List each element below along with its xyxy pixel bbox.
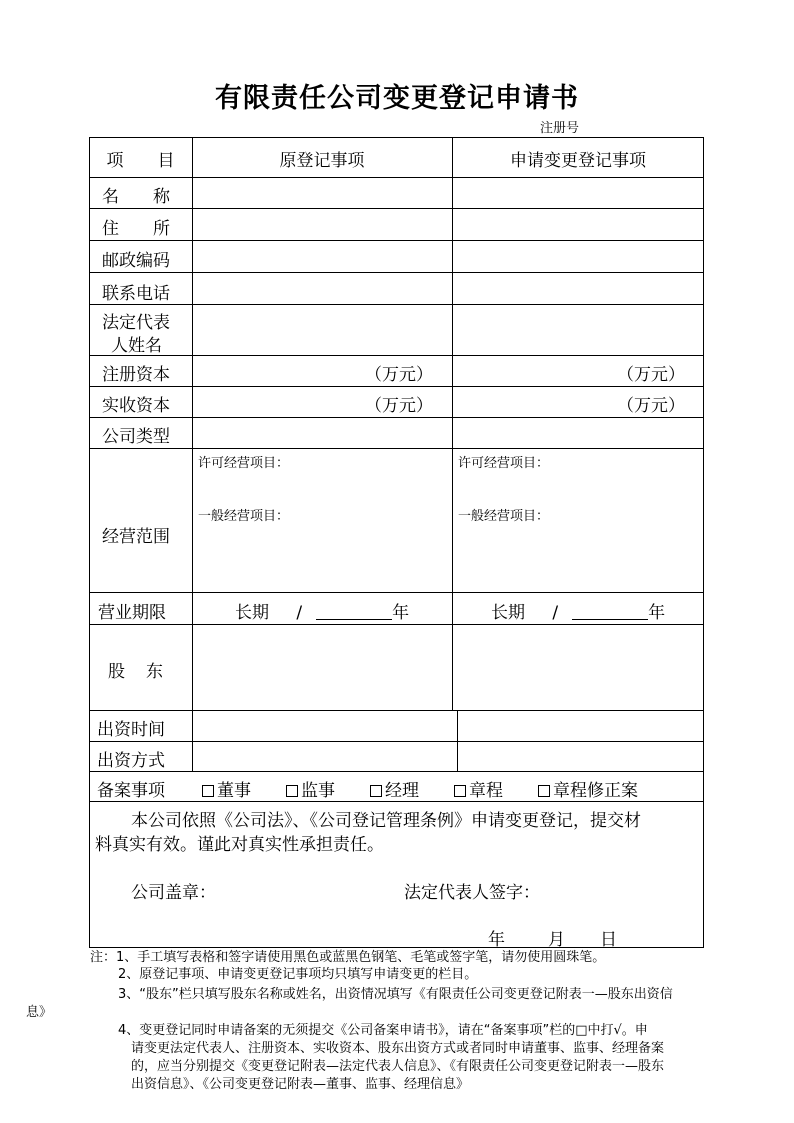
note-4-line-3: 的，应当分别提交《变更登记附表—法定代表人信息》、《有限责任公司变更登记附表一—股东: [131, 1059, 665, 1074]
term-original: [235, 598, 409, 623]
row-divider: [89, 208, 704, 209]
date-day: 日: [600, 930, 617, 950]
checkbox-icon[interactable]: [538, 785, 550, 797]
filing-option-amendment[interactable]: 章程修正案: [538, 776, 638, 801]
note-4: 4、变更登记同时申请备案的无须提交《公司备案申请书》，请在“备案事项”栏的□中打√。申: [118, 1023, 648, 1038]
note-2: 2、原登记事项、申请变更登记事项均只填写申请变更的栏目。: [118, 967, 478, 982]
row-divider: [89, 355, 704, 356]
label-address: 住 所: [102, 219, 170, 239]
row-divider: [89, 771, 704, 772]
label-legal-rep-2: 人姓名: [111, 336, 162, 356]
page-title: 有限责任公司变更登记申请书: [215, 83, 579, 114]
date-year: 年: [488, 930, 505, 950]
label-term: 营业期限: [98, 603, 166, 623]
row-divider: [89, 592, 704, 593]
header-original: 原登记事项: [279, 151, 365, 171]
filing-option-supervisors[interactable]: 监事: [286, 776, 335, 801]
unit-paid-capital-original: （万元）: [365, 396, 433, 416]
label-postcode: 邮政编码: [102, 251, 170, 271]
licensed-items-original: 许可经营项目：: [198, 456, 290, 471]
row-divider: [89, 448, 704, 449]
checkbox-icon[interactable]: [370, 785, 382, 797]
label-reg-capital: 注册资本: [102, 365, 170, 385]
term-year-label: 年: [648, 603, 666, 623]
row-divider: [89, 710, 704, 711]
row-divider: [89, 240, 704, 241]
term-slash: /: [296, 603, 303, 623]
term-change: [491, 598, 665, 623]
filing-option-articles[interactable]: 章程: [454, 776, 503, 801]
label-legal-rep-1: 法定代表: [102, 313, 170, 333]
general-items-original: 一般经营项目：: [198, 509, 290, 524]
label-scope: 经营范围: [102, 527, 170, 547]
note-3-cont: 息》: [26, 1005, 53, 1020]
row-divider: [89, 304, 704, 305]
filing-option-directors[interactable]: 董事: [202, 776, 251, 801]
legal-rep-signature-label: 法定代表人签字：: [404, 883, 540, 903]
row-divider: [89, 417, 704, 418]
filing-option-manager[interactable]: 经理: [370, 776, 419, 801]
unit-reg-capital-original: （万元）: [365, 365, 433, 385]
term-year-blank[interactable]: [316, 602, 392, 620]
row-divider: [89, 177, 704, 178]
term-year-label: 年: [392, 603, 410, 623]
label-name: 名 称: [102, 187, 170, 207]
label-paid-capital: 实收资本: [102, 396, 170, 416]
label-phone: 联系电话: [102, 284, 170, 304]
label-shareholders: 股 东: [108, 662, 165, 682]
row-divider: [89, 272, 704, 273]
column-divider: [452, 137, 453, 710]
declaration-line-1: 本公司依照《公司法》、《公司登记管理条例》申请变更登记，提交材: [131, 811, 641, 831]
row-divider: [89, 801, 704, 802]
declaration-line-2: 料真实有效。谨此对真实性承担责任。: [95, 835, 384, 855]
term-long-label: 长期: [491, 603, 525, 623]
row-divider: [89, 624, 704, 625]
date-month: 月: [548, 930, 565, 950]
label-company-type: 公司类型: [102, 427, 170, 447]
row-divider: [89, 741, 704, 742]
licensed-items-change: 许可经营项目：: [458, 456, 550, 471]
term-slash: /: [552, 603, 559, 623]
registration-number-label: 注册号: [540, 121, 580, 136]
general-items-change: 一般经营项目：: [458, 509, 550, 524]
note-4-line-2: 请变更法定代表人、注册资本、实收资本、股东出资方式或者同时申请董事、监事、经理备案: [131, 1041, 665, 1056]
term-long-label: 长期: [235, 603, 269, 623]
column-divider: [457, 710, 458, 771]
label-invest-method: 出资方式: [97, 751, 165, 771]
unit-reg-capital-change: （万元）: [617, 365, 685, 385]
label-filing: 备案事项: [97, 781, 165, 801]
company-seal-label: 公司盖章：: [131, 883, 216, 903]
row-divider: [89, 386, 704, 387]
header-item: 项 目: [106, 151, 175, 171]
term-year-blank[interactable]: [572, 602, 648, 620]
column-divider: [192, 137, 193, 771]
unit-paid-capital-change: （万元）: [617, 396, 685, 416]
note-4-line-4: 出资信息》、《公司变更登记附表—董事、监事、经理信息》: [131, 1077, 470, 1092]
header-change: 申请变更登记事项: [510, 151, 646, 171]
label-invest-time: 出资时间: [97, 720, 165, 740]
checkbox-icon[interactable]: [454, 785, 466, 797]
checkbox-icon[interactable]: [202, 785, 214, 797]
note-1: 注：1、手工填写表格和签字请使用黑色或蓝黑色钢笔、毛笔或签字笔，请勿使用圆珠笔。: [90, 950, 606, 965]
checkbox-icon[interactable]: [286, 785, 298, 797]
note-3: 3、“股东”栏只填写股东名称或姓名，出资情况填写《有限责任公司变更登记附表一—股东出资信: [118, 987, 673, 1002]
